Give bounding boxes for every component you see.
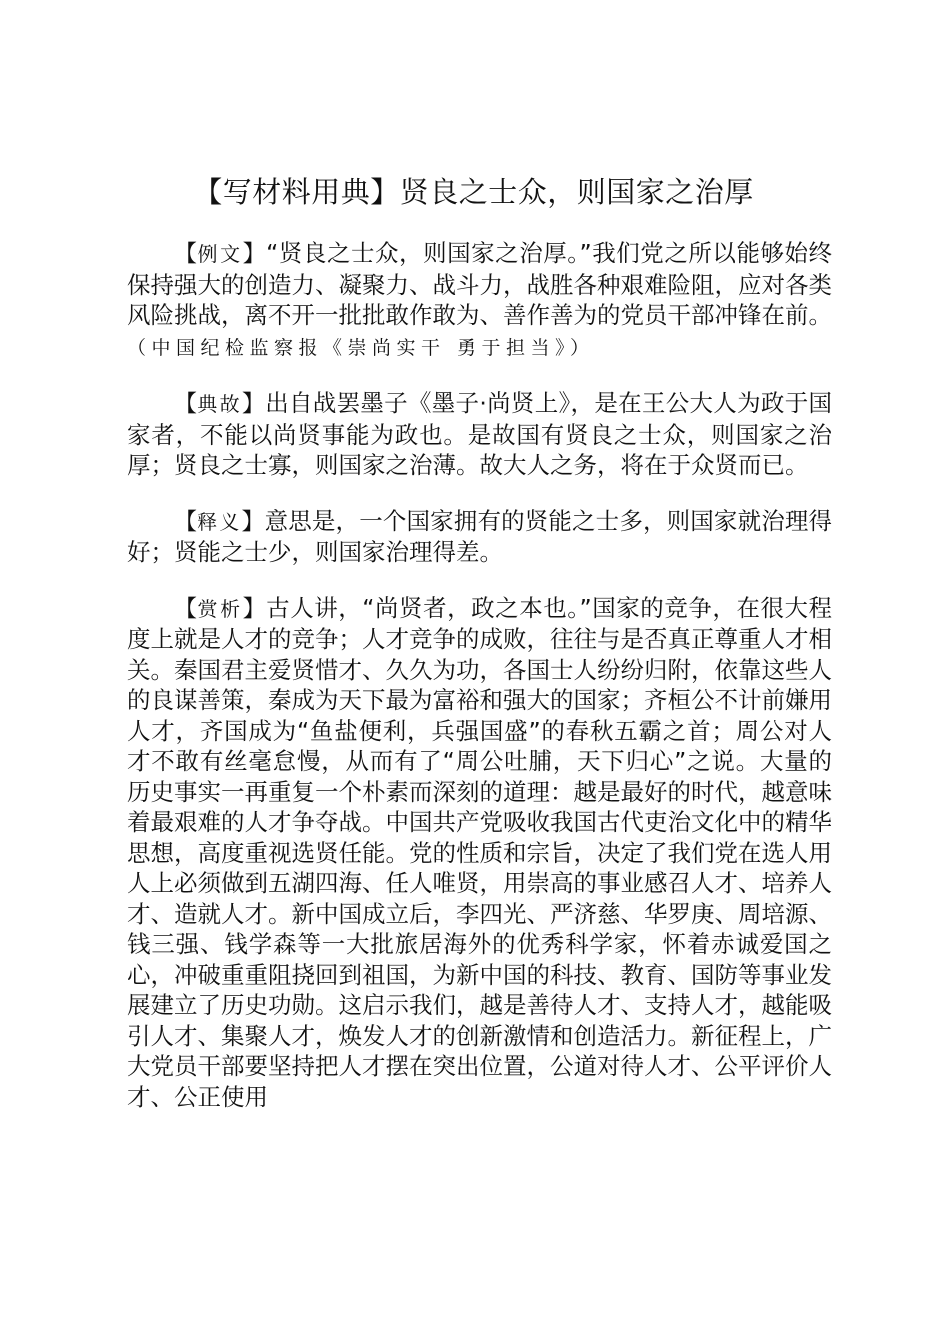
section-example [127, 238, 832, 363]
section-appreciation [127, 593, 832, 1113]
section-meaning [127, 506, 832, 568]
section-label: 【例文】 [174, 241, 267, 267]
section-body: “贤良之士众，则国家之治厚。”我们党之所以能够始终保持强大的创造力、凝聚力、战斗力，战胜各种艰难险阻，应对各类风险挑战，离不开一批批敢作敢为、善作善为的党员干部冲锋在前。 [127, 239, 833, 329]
section-body: 出自战罢墨子《墨子·尚贤上》，是在王公大人为政于国家者，不能以尚贤事能为政也。是故国有贤良之士众，则国家之治厚；贤良之士寡，则国家之治薄。故大人之务，将在于众贤而已。 [127, 389, 832, 479]
section-label-text: 典故 [197, 392, 242, 416]
section-allusion [127, 388, 832, 481]
section-label: 【赏析】 [174, 595, 267, 622]
document-page [127, 168, 832, 1137]
section-label-text: 释义 [197, 509, 242, 534]
section-body: 古人讲，“尚贤者，政之本也。”国家的竞争，在很大程度上就是人才的竞争；人才竞争的成败，往往与是否真正尊重人才相关。秦国君主爱贤惜才、久久为功，各国士人纷纷归附，依靠这些人的良谋善策，秦成为天下最为富裕和强大的国家；齐桓公不计前嫌用人才，齐国成为“鱼盐便利，兵强国盛”的春秋五霸之首；周公对人才不敢有丝毫怠慢，从而有了“周公吐脯，天下归心”之说。大量的历史事实一再重复一个朴素而深刻的道理：越是最好的时代，越意味着最艰难的人才争夺战。中国共产党吸收我国古代吏治文化中的精华思想，高度重视选贤任能。党的性质和宗旨，决定了我们党在选人用人上必须做到五湖四海、任人唯贤，用崇高的事业感召人才、培养人才、造就人才。新中国成立后，李四光、严济慈、华罗庚、周培源、钱三强、钱学森等一大批旅居海外的优秀科学家，怀着赤诚爱国之心，冲破重重阻挠回到祖国，为新中国的科技、教育、国防等事业发展建立了历史功勋。这启示我们，越是善待人才、支持人才，越能吸引人才、集聚人才，焕发人才的创新激情和创造活力。新征程上，广大党员干部要坚持把人才摆在突出位置，公道对待人才、公平评价人才、公正使用 [127, 593, 833, 1111]
section-label: 【释义】 [174, 508, 265, 535]
section-label: 【典故】 [174, 391, 266, 417]
document-title: 【写材料用典】贤良之士众，则国家之治厚 [193, 175, 754, 209]
section-label-text: 赏析 [197, 596, 243, 621]
section-body: 意思是，一个国家拥有的贤能之士多，则国家就治理得好；贤能之士少，则国家治理得差。 [127, 506, 833, 566]
section-label-text: 例文 [197, 242, 243, 266]
section-source: （中国纪检监察报《崇尚实干 勇于担当》） [127, 336, 595, 359]
